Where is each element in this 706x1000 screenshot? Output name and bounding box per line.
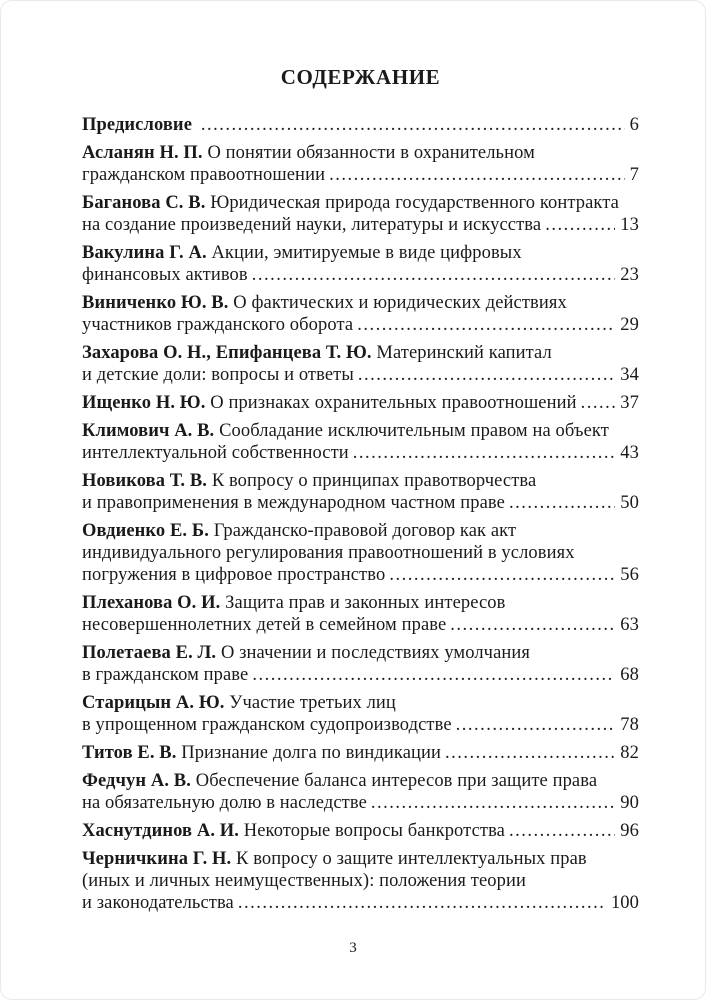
entry-author: Асланян Н. П. [82, 143, 203, 163]
dot-leader [252, 664, 615, 686]
entry-title-text: на создание произведений науки, литературы и искусства [82, 215, 542, 235]
entry-page-number: 7 [629, 165, 639, 185]
entry-page-number: 82 [620, 743, 639, 763]
entry-title-text: несовершеннолетних детей в семейном праве [82, 615, 447, 635]
entry-title-text: на обязательную долю в наследстве [82, 793, 367, 813]
entry-title-text: О фактических и юридических действиях [233, 293, 567, 313]
toc-entry [82, 420, 639, 464]
dot-leader [358, 364, 615, 386]
toc-entry [82, 848, 639, 914]
toc-entry [82, 192, 639, 236]
entry-page-number: 63 [620, 615, 639, 635]
entry-page-number: 100 [610, 893, 639, 913]
entry-page-number: 68 [620, 665, 639, 685]
entry-page-number: 37 [620, 393, 639, 413]
toc-line [82, 214, 639, 236]
entry-title-text: в гражданском праве [82, 665, 249, 685]
dot-leader [445, 742, 615, 764]
toc-entry [82, 114, 639, 136]
dot-leader [545, 214, 615, 236]
entry-title-text: финансовых активов [82, 265, 248, 285]
toc-line [82, 714, 639, 736]
toc-line [82, 314, 639, 336]
entry-author: Плеханова О. И. [82, 593, 221, 613]
entry-title-text: гражданском правоотношении [82, 165, 326, 185]
toc-line [82, 870, 639, 892]
entry-title-text: О понятии обязанности в охранительном [207, 143, 535, 163]
entry-title-text: О значении и последствиях умолчания [220, 643, 530, 663]
toc-entry [82, 342, 639, 386]
entry-title-text: Юридическая природа государственного контракта [210, 193, 619, 213]
entry-page-number: 90 [620, 793, 639, 813]
entry-page-number: 78 [620, 715, 639, 735]
toc-entry [82, 592, 639, 636]
dot-leader [201, 114, 625, 136]
entry-author: Старицын А. Ю. [82, 693, 225, 713]
entry-title-text: Защита прав и законных интересов [225, 593, 506, 613]
toc-line [82, 192, 639, 214]
entry-title-text: О признаках охранительных правоотношений [210, 393, 577, 413]
dot-leader [329, 164, 625, 186]
dot-leader [353, 442, 616, 464]
entry-author: Полетаева Е. Л. [82, 643, 217, 663]
toc-line [82, 692, 639, 714]
toc-line [82, 264, 639, 286]
toc-line [82, 292, 639, 314]
entry-title-text: интеллектуальной собственности [82, 443, 349, 463]
entry-title-text: Участие третьих лиц [229, 693, 396, 713]
entry-page-number: 23 [620, 265, 639, 285]
entry-title-text: индивидуального регулирования правоотношений в условиях [82, 543, 575, 563]
dot-leader [238, 892, 606, 914]
toc-line [82, 420, 639, 442]
entry-author: Новикова Т. В. [82, 471, 208, 491]
entry-title-text: в упрощенном гражданском судопроизводстве [82, 715, 452, 735]
toc-line [82, 242, 639, 264]
toc-entry [82, 470, 639, 514]
dot-leader [509, 492, 615, 514]
toc-line [82, 164, 639, 186]
toc-entry [82, 292, 639, 336]
toc-line [82, 792, 639, 814]
entry-title-text: и детские доли: вопросы и ответы [82, 365, 354, 385]
toc-entry [82, 820, 639, 842]
entry-author: Предисловие [82, 115, 193, 135]
dot-leader [581, 392, 616, 414]
toc-line [82, 542, 639, 564]
toc-line [82, 592, 639, 614]
entry-title-text: погружения в цифровое пространство [82, 565, 386, 585]
dot-leader [371, 792, 615, 814]
toc-line [82, 442, 639, 464]
entry-title-text: Обеспечение баланса интересов при защите права [195, 771, 598, 791]
entry-author: Федчун А. В. [82, 771, 191, 791]
dot-leader [252, 264, 616, 286]
toc-entry [82, 242, 639, 286]
entry-title-text: (иных и личных неимущественных): положения теории [82, 871, 526, 891]
toc-entry [82, 642, 639, 686]
dot-leader [450, 614, 615, 636]
entry-author: Овдиенко Е. Б. [82, 521, 209, 541]
entry-page-number: 13 [620, 215, 639, 235]
toc-line [82, 770, 639, 792]
dot-leader [456, 714, 616, 736]
toc-line [82, 364, 639, 386]
entry-title-text: и законодательства [82, 893, 234, 913]
toc-line [82, 492, 639, 514]
entry-author: Хаснутдинов А. И. [82, 821, 239, 841]
entry-author: Черничкина Г. Н. [82, 849, 232, 869]
entry-page-number: 43 [620, 443, 639, 463]
toc-entry [82, 692, 639, 736]
entry-title-text: К вопросу о защите интеллектуальных прав [236, 849, 587, 869]
toc-line [82, 142, 639, 164]
toc-line [82, 114, 639, 136]
entry-title-text: участников гражданского оборота [82, 315, 354, 335]
toc-entry [82, 520, 639, 586]
toc-list [82, 114, 639, 914]
entry-title-text: Акции, эмитируемые в виде цифровых [211, 243, 522, 263]
entry-page-number: 96 [620, 821, 639, 841]
toc-line [82, 392, 639, 414]
toc-entry [82, 742, 639, 764]
entry-author: Баганова С. В. [82, 193, 206, 213]
entry-author: Вакулина Г. А. [82, 243, 207, 263]
entry-author: Климович А. В. [82, 421, 215, 441]
toc-line [82, 642, 639, 664]
toc-line [82, 520, 639, 542]
entry-author: Титов Е. В. [82, 743, 177, 763]
toc-line [82, 470, 639, 492]
entry-page-number: 6 [629, 115, 639, 135]
entry-page-number: 50 [620, 493, 639, 513]
page-title: СОДЕРЖАНИЕ [280, 65, 441, 89]
entry-title-text: Признание долга по виндикации [181, 743, 442, 763]
dot-leader [357, 314, 615, 336]
toc-line [82, 820, 639, 842]
toc-entry [82, 142, 639, 186]
entry-author: Захарова О. Н., Епифанцева Т. Ю. [82, 343, 372, 363]
dot-leader [389, 564, 615, 586]
entry-page-number: 56 [620, 565, 639, 585]
entry-author: Виниченко Ю. В. [82, 293, 229, 313]
dot-leader [509, 820, 615, 842]
toc-line [82, 564, 639, 586]
entry-title-text: Материнский капитал [376, 343, 552, 363]
toc-line [82, 614, 639, 636]
entry-page-number: 29 [620, 315, 639, 335]
toc-line [82, 342, 639, 364]
entry-author: Ищенко Н. Ю. [82, 393, 206, 413]
toc-entry [82, 770, 639, 814]
entry-title-text: К вопросу о принципах правотворчества [211, 471, 537, 491]
entry-title-text: Сообладание исключительным правом на объект [219, 421, 609, 441]
page-number: 3 [349, 940, 357, 956]
entry-page-number: 34 [620, 365, 639, 385]
toc-line [82, 848, 639, 870]
toc-line [82, 892, 639, 914]
entry-title-text: Гражданско-правовой договор как акт [213, 521, 517, 541]
toc-entry [82, 392, 639, 414]
toc-content [82, 65, 639, 920]
entry-title-text: Некоторые вопросы банкротства [243, 821, 505, 841]
toc-line [82, 664, 639, 686]
toc-line [82, 742, 639, 764]
entry-title-text: и правоприменения в международном частном праве [82, 493, 505, 513]
